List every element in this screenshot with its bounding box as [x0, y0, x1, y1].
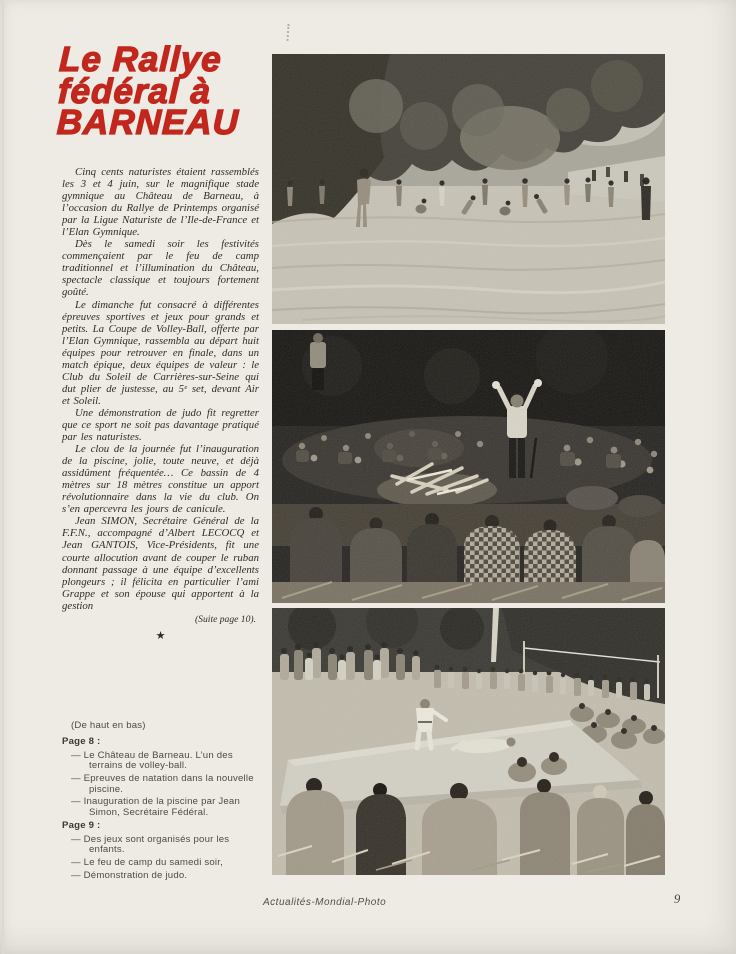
caption-item: — Le feu de camp du samedi soir, [71, 856, 223, 868]
scan-artifact [286, 24, 289, 41]
title-line: Le Rallye [58, 40, 223, 79]
caption-item: — Epreuves de natation dans la nouvelle piscine. [71, 773, 254, 795]
article-body [62, 166, 259, 642]
photo-judo-demonstration [272, 608, 665, 875]
captions-heading-page9: Page 9 : [62, 820, 101, 832]
photo-captions [62, 721, 264, 884]
paragraph: Cinq cents naturistes étaient rassemblés les 3 et 4 juin, sur le magnifique stade gymnique au Château de Barneau, à l’occasion du Rallye de Printemps organisé par la Ligue Naturiste de l’Ile-de-France et l’Elan Gymnique. [62, 166, 259, 239]
caption-item: — Le Château de Barneau. L’un des terrains de volley-ball. [71, 749, 233, 772]
paragraph: Jean SIMON, Secrétaire Général de la F.F.N., accompagné d’Albert LECOCQ et Jean GANTOIS, Vice-Présidents, fit une courte allocution avant de couper le ruban donnant passage à une équipe d’excellents plongeurs ; il félicita en particulier l’ami Grappe et son épouse qui apportent à la gestion [62, 515, 259, 612]
article-title [56, 40, 274, 142]
caption-item: — Inauguration de la piscine par Jean Simon, Secrétaire Fédéral. [71, 796, 240, 818]
continuation-note: (Suite page 10). [194, 613, 256, 625]
paragraph: Une démonstration de judo fit regretter que ce sport ne soit pas davantage pratiqué par les naturistes. [62, 406, 259, 444]
photo-credit: Actualités-Mondial-Photo [263, 897, 387, 908]
photo-volleyball-field [272, 54, 665, 324]
captions-intro: (De haut en bas) [71, 720, 146, 731]
page-number: 9 [674, 892, 681, 906]
star-divider: ★ [155, 629, 166, 642]
captions-heading-page8: Page 8 : [62, 736, 101, 748]
paragraph: Le dimanche fut consacré à différentes épreuves sportives et jeux pour grands et petits. La Coupe de Volley-Ball, offerte par l’Elan Gymnique, rassembla au départ huit équipes pour retrouver en finale, dans un match épique, deux équipes de valeur : le Club du Soleil de Carrières-sur-Seine qui dut plier de justesse, au 5ᵉ set, devant Air et Soleil. [62, 298, 259, 407]
paragraph: Dès le samedi soir les festivités commençaient par le feu de camp traditionnel et l’illumination du Château, spectacle classique et toujours fortement goûté. [62, 238, 259, 299]
title-line: BARNEAU [56, 103, 240, 142]
caption-item: — Des jeux sont organisés pour les enfants. [71, 833, 230, 856]
title-line: fédéral à [57, 71, 212, 111]
paragraph: Le clou de la journée fut l’inauguration de la piscine, jolie, toute neuve, et déjà assidûment fréquentée… Ce bassin de 4 mètres sur 18 mètres constitue un apport révolutionnaire dans la vie du club. On s’en apercevra les jours de canicule. [62, 443, 259, 516]
caption-item: — Démonstration de judo. [71, 869, 188, 881]
scan-edge-line [2, 0, 4, 954]
photo-campfire [272, 330, 665, 603]
